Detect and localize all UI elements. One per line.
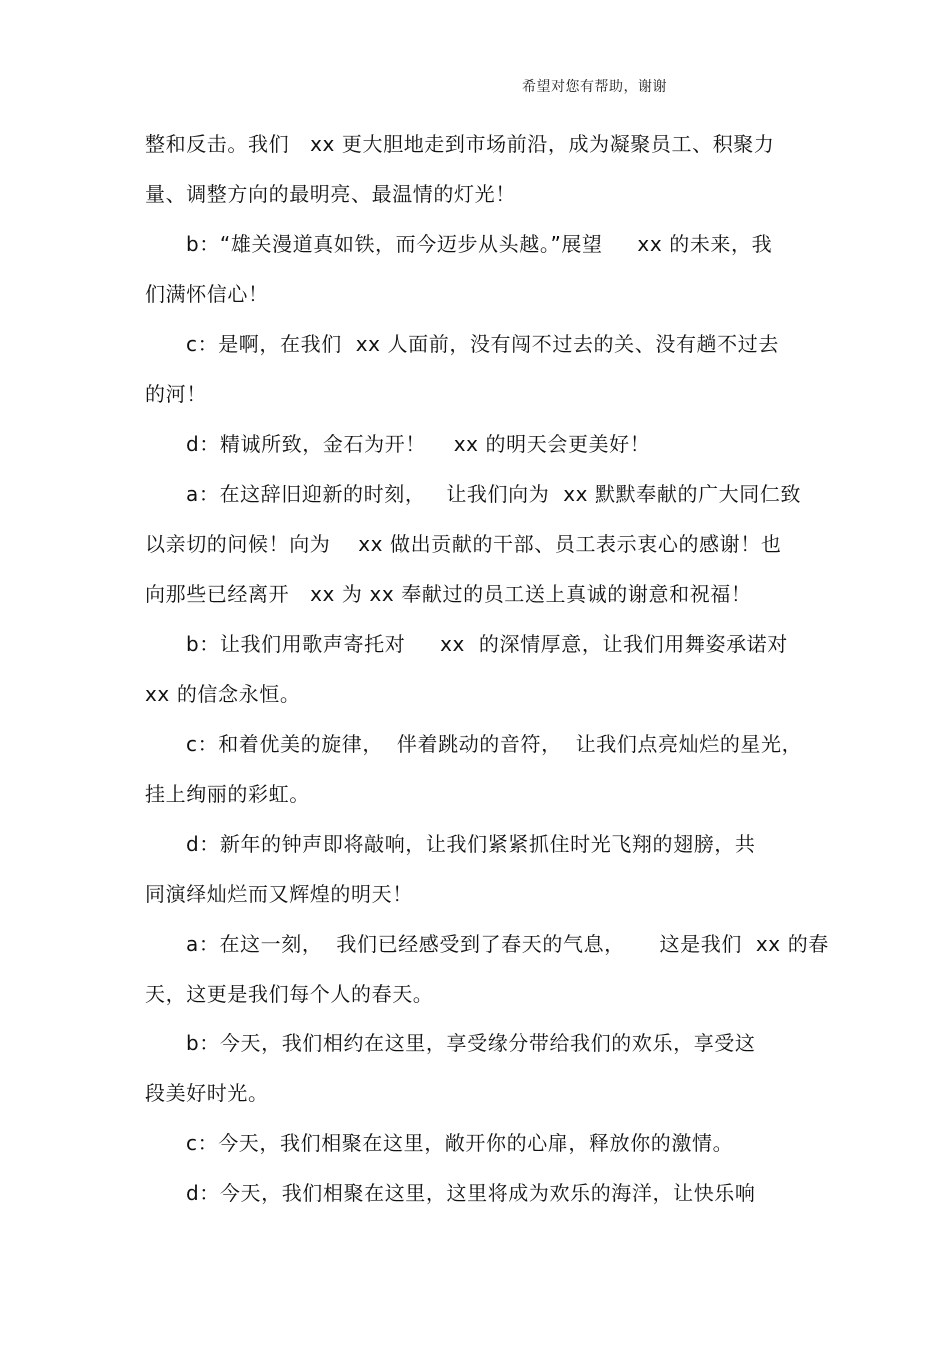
text-line: 段美好时光。 — [145, 1081, 269, 1105]
text-line: c：是啊，在我们 xx 人面前，没有闯不过去的关、没有趟不过去 — [186, 332, 779, 356]
text-line: d：今天，我们相聚在这里，这里将成为欢乐的海洋，让快乐响 — [186, 1181, 756, 1205]
text-line: xx 的信念永恒。 — [145, 682, 301, 706]
text-line: 天，这更是我们每个人的春天。 — [145, 982, 434, 1006]
text-line: d：新年的钟声即将敲响，让我们紧紧抓住时光飞翔的翅膀，共 — [186, 832, 756, 856]
text-line: 向那些已经离开 xx 为 xx 奉献过的员工送上真诚的谢意和祝福！ — [145, 582, 752, 606]
text-line: b：“雄关漫道真如铁，而今迈步从头越。”展望 xx 的未来，我 — [186, 232, 773, 256]
text-line: a：在这辞旧迎新的时刻， 让我们向为 xx 默默奉献的广大同仁致 — [186, 482, 802, 506]
text-line: 量、调整方向的最明亮、最温情的灯光！ — [145, 182, 516, 206]
text-line: 的河！ — [145, 382, 207, 406]
text-line: b：让我们用歌声寄托对 xx 的深情厚意，让我们用舞姿承诺对 — [186, 632, 788, 656]
text-line: b：今天，我们相约在这里，享受缘分带给我们的欢乐，享受这 — [186, 1031, 756, 1055]
text-line: d：精诚所致，金石为开！ xx 的明天会更美好！ — [186, 432, 651, 456]
text-line: 挂上绚丽的彩虹。 — [145, 782, 310, 806]
text-line: 同演绎灿烂而又辉煌的明天！ — [145, 882, 413, 906]
text-line: 以亲切的问候！向为 xx 做出贡献的干部、员工表示衷心的感谢！也 — [145, 532, 782, 556]
text-line: a：在这一刻， 我们已经感受到了春天的气息， 这是我们 xx 的春 — [186, 932, 829, 956]
header-note: 希望对您有帮助，谢谢 — [522, 79, 667, 95]
text-line: 们满怀信心！ — [145, 282, 269, 306]
text-line: c：和着优美的旋律， 伴着跳动的音符， 让我们点亮灿烂的星光， — [186, 732, 803, 756]
text-line: 整和反击。我们 xx 更大胆地走到市场前沿，成为凝聚员工、积聚力 — [145, 132, 775, 156]
text-line: c：今天，我们相聚在这里，敞开你的心扉，释放你的激情。 — [186, 1131, 734, 1155]
